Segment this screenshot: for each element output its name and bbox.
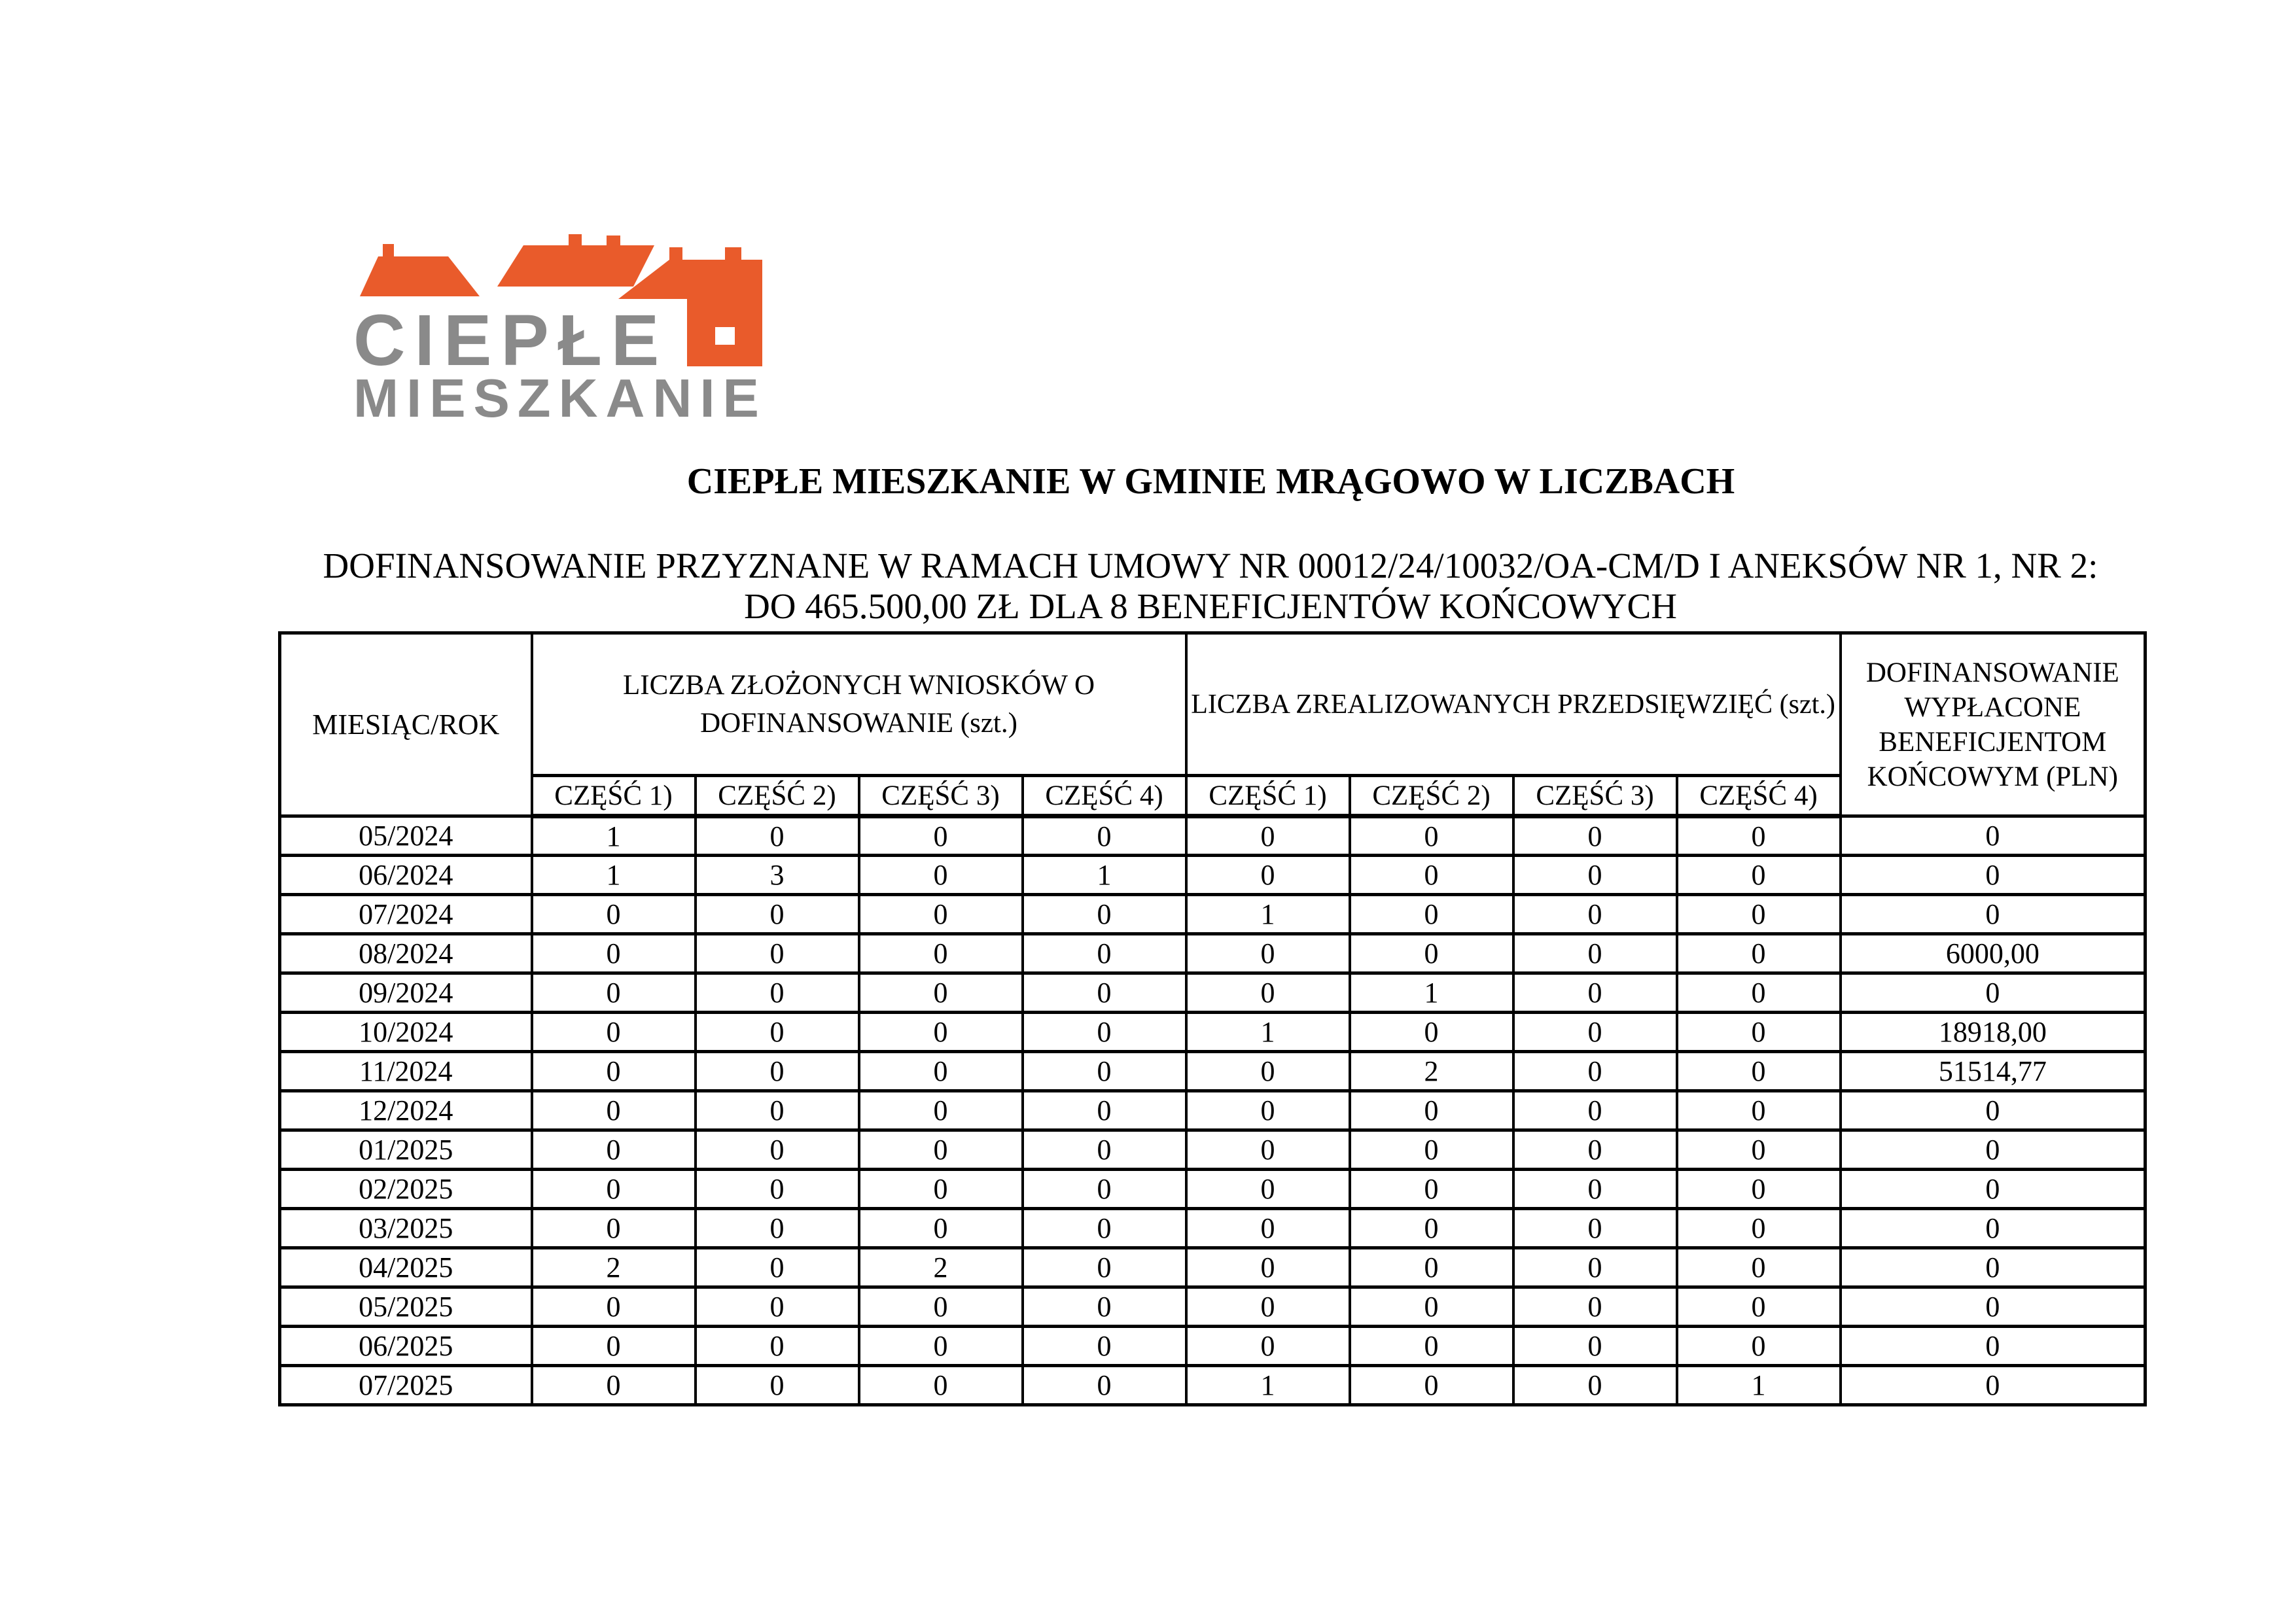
table-row [280, 1052, 2146, 1091]
count-value-cell: 0 [1513, 1052, 1677, 1091]
table-row [280, 1013, 2146, 1052]
col-header-month: MIESIĄC/ROK [280, 633, 532, 816]
count-value-cell: 0 [1186, 1091, 1350, 1130]
funding-value-cell: 0 [1841, 856, 2146, 895]
count-value-cell: 0 [1186, 1287, 1350, 1327]
col-subheader-czesc: CZĘŚĆ 1) [532, 776, 696, 816]
window-icon [715, 327, 735, 345]
group1-line2: DOFINANSOWANIE (szt.) [700, 707, 1017, 739]
count-value-cell: 0 [1677, 1327, 1841, 1366]
table-row [280, 1130, 2146, 1170]
count-value-cell: 0 [1513, 1327, 1677, 1366]
row-month-cell: 06/2024 [280, 856, 532, 895]
count-value-cell: 0 [1186, 973, 1350, 1013]
col-group-header-applications [532, 633, 1186, 776]
count-value-cell: 0 [859, 973, 1023, 1013]
table-row [280, 1248, 2146, 1287]
count-value-cell: 0 [1350, 934, 1513, 973]
count-value-cell: 0 [1186, 1052, 1350, 1091]
count-value-cell: 0 [1023, 1052, 1186, 1091]
count-value-cell: 0 [1513, 1170, 1677, 1209]
col-subheader-czesc: CZĘŚĆ 1) [1186, 776, 1350, 816]
logo-text-line2: MIESZKANIE [353, 368, 767, 428]
count-value-cell: 0 [1350, 1287, 1513, 1327]
count-value-cell: 0 [1023, 1327, 1186, 1366]
count-value-cell: 0 [1677, 1170, 1841, 1209]
count-value-cell: 0 [1023, 816, 1186, 856]
row-month-cell: 06/2025 [280, 1327, 532, 1366]
funding-value-cell: 0 [1841, 816, 2146, 856]
funding-value-cell: 0 [1841, 1209, 2146, 1248]
count-value-cell: 0 [1513, 816, 1677, 856]
count-value-cell: 0 [1023, 1013, 1186, 1052]
count-value-cell: 0 [1513, 1013, 1677, 1052]
group-header-row [280, 633, 2146, 776]
count-value-cell: 0 [696, 1130, 859, 1170]
count-value-cell: 1 [1186, 1013, 1350, 1052]
count-value-cell: 2 [532, 1248, 696, 1287]
table-row [280, 895, 2146, 934]
row-month-cell: 11/2024 [280, 1052, 532, 1091]
col-subheader-czesc: CZĘŚĆ 2) [1350, 776, 1513, 816]
count-value-cell: 0 [1023, 934, 1186, 973]
count-value-cell: 0 [532, 1052, 696, 1091]
count-value-cell: 0 [696, 1091, 859, 1130]
row-month-cell: 09/2024 [280, 973, 532, 1013]
row-month-cell: 03/2025 [280, 1209, 532, 1248]
count-value-cell: 0 [1350, 816, 1513, 856]
count-value-cell: 0 [1677, 973, 1841, 1013]
count-value-cell: 0 [696, 1248, 859, 1287]
row-month-cell: 04/2025 [280, 1248, 532, 1287]
count-value-cell: 0 [859, 1130, 1023, 1170]
row-month-cell: 01/2025 [280, 1130, 532, 1170]
count-value-cell: 0 [1023, 1170, 1186, 1209]
funding-value-cell: 0 [1841, 1130, 2146, 1170]
count-value-cell: 0 [1677, 1091, 1841, 1130]
col-subheader-czesc: CZĘŚĆ 2) [696, 776, 859, 816]
count-value-cell: 0 [859, 816, 1023, 856]
chimney-icon [383, 244, 394, 257]
count-value-cell: 0 [696, 1366, 859, 1405]
funding-summary-table [278, 631, 2147, 1406]
count-value-cell: 0 [859, 1209, 1023, 1248]
count-value-cell: 1 [532, 816, 696, 856]
count-value-cell: 0 [1186, 856, 1350, 895]
count-value-cell: 0 [1023, 1209, 1186, 1248]
count-value-cell: 0 [1677, 1287, 1841, 1327]
subtitle-line2: DO 465.500,00 ZŁ DLA 8 BENEFICJENTÓW KOŃCOWYCH [744, 586, 1677, 626]
roof-middle-icon [497, 245, 654, 287]
group1-line1: LICZBA ZŁOŻONYCH WNIOSKÓW O [623, 669, 1095, 701]
roof-left-icon [360, 256, 480, 296]
document-title: CIEPŁE MIESZKANIE W GMINIE MRĄGOWO W LICZBACH [686, 461, 1735, 502]
count-value-cell: 0 [696, 973, 859, 1013]
count-value-cell: 0 [1513, 1287, 1677, 1327]
funding-value-cell: 18918,00 [1841, 1013, 2146, 1052]
count-value-cell: 0 [696, 934, 859, 973]
funding-value-cell: 51514,77 [1841, 1052, 2146, 1091]
funding-value-cell: 0 [1841, 1366, 2146, 1405]
table-row [280, 973, 2146, 1013]
count-value-cell: 0 [532, 934, 696, 973]
count-value-cell: 0 [1350, 1170, 1513, 1209]
cieple-mieszkanie-logo [345, 230, 777, 430]
count-value-cell: 2 [1350, 1052, 1513, 1091]
chimney-icon [569, 234, 582, 246]
count-value-cell: 0 [1677, 1209, 1841, 1248]
count-value-cell: 0 [1186, 1209, 1350, 1248]
count-value-cell: 0 [532, 1287, 696, 1327]
count-value-cell: 0 [1186, 1170, 1350, 1209]
col-subheader-czesc: CZĘŚĆ 4) [1023, 776, 1186, 816]
count-value-cell: 0 [1513, 1130, 1677, 1170]
count-value-cell: 1 [1677, 1366, 1841, 1405]
count-value-cell: 0 [696, 1013, 859, 1052]
count-value-cell: 0 [696, 816, 859, 856]
row-month-cell: 05/2024 [280, 816, 532, 856]
count-value-cell: 0 [696, 1052, 859, 1091]
count-value-cell: 2 [859, 1248, 1023, 1287]
funding-value-cell: 0 [1841, 895, 2146, 934]
count-value-cell: 0 [1513, 895, 1677, 934]
count-value-cell: 0 [1677, 856, 1841, 895]
table-row [280, 1170, 2146, 1209]
count-value-cell: 0 [1677, 1248, 1841, 1287]
count-value-cell: 1 [1186, 895, 1350, 934]
funding-value-cell: 0 [1841, 1287, 2146, 1327]
count-value-cell: 0 [859, 1052, 1023, 1091]
count-value-cell: 0 [859, 1013, 1023, 1052]
count-value-cell: 0 [1350, 1209, 1513, 1248]
subtitle-line1: DOFINANSOWANIE PRZYZNANE W RAMACH UMOWY NR 00012/24/10032/OA-CM/D I ANEKSÓW NR 1, NR 2: [323, 546, 2098, 585]
col-header-funding-paid: DOFINANSOWANIE WYPŁACONE BENEFICJENTOM KOŃCOWYM (PLN) [1841, 633, 2146, 816]
count-value-cell: 0 [532, 1209, 696, 1248]
count-value-cell: 0 [1023, 1248, 1186, 1287]
funding-value-cell: 6000,00 [1841, 934, 2146, 973]
count-value-cell: 0 [1350, 1091, 1513, 1130]
funding-value-cell: 0 [1841, 1327, 2146, 1366]
count-value-cell: 0 [1677, 1130, 1841, 1170]
table-row [280, 1327, 2146, 1366]
count-value-cell: 3 [696, 856, 859, 895]
row-month-cell: 05/2025 [280, 1287, 532, 1327]
count-value-cell: 0 [1350, 895, 1513, 934]
count-value-cell: 0 [532, 1327, 696, 1366]
count-value-cell: 0 [1350, 1013, 1513, 1052]
count-value-cell: 0 [1186, 934, 1350, 973]
count-value-cell: 0 [1023, 1091, 1186, 1130]
table-row [280, 856, 2146, 895]
count-value-cell: 0 [1023, 895, 1186, 934]
count-value-cell: 0 [1023, 1287, 1186, 1327]
count-value-cell: 0 [532, 1366, 696, 1405]
count-value-cell: 0 [1513, 1366, 1677, 1405]
row-month-cell: 08/2024 [280, 934, 532, 973]
count-value-cell: 0 [1350, 1248, 1513, 1287]
count-value-cell: 0 [532, 1170, 696, 1209]
count-value-cell: 0 [696, 1170, 859, 1209]
count-value-cell: 0 [1677, 895, 1841, 934]
count-value-cell: 0 [1350, 1130, 1513, 1170]
chimney-icon [725, 247, 741, 260]
count-value-cell: 0 [859, 1170, 1023, 1209]
count-value-cell: 0 [532, 1091, 696, 1130]
count-value-cell: 0 [1186, 816, 1350, 856]
count-value-cell: 0 [1677, 1052, 1841, 1091]
count-value-cell: 0 [696, 1287, 859, 1327]
table-row [280, 1366, 2146, 1405]
count-value-cell: 0 [696, 895, 859, 934]
count-value-cell: 0 [1513, 1209, 1677, 1248]
row-month-cell: 07/2024 [280, 895, 532, 934]
funding-value-cell: 0 [1841, 973, 2146, 1013]
funding-value-cell: 0 [1841, 1170, 2146, 1209]
col-subheader-czesc: CZĘŚĆ 4) [1677, 776, 1841, 816]
col-subheader-czesc: CZĘŚĆ 3) [859, 776, 1023, 816]
count-value-cell: 0 [1677, 934, 1841, 973]
table-body [280, 816, 2146, 1405]
count-value-cell: 0 [1186, 1130, 1350, 1170]
count-value-cell: 1 [532, 856, 696, 895]
count-value-cell: 0 [532, 1013, 696, 1052]
count-value-cell: 0 [696, 1327, 859, 1366]
count-value-cell: 0 [859, 1366, 1023, 1405]
count-value-cell: 0 [859, 895, 1023, 934]
count-value-cell: 0 [859, 934, 1023, 973]
count-value-cell: 0 [1350, 856, 1513, 895]
table-row [280, 1091, 2146, 1130]
funding-value-cell: 0 [1841, 1248, 2146, 1287]
count-value-cell: 1 [1350, 973, 1513, 1013]
funding-value-cell: 0 [1841, 1091, 2146, 1130]
row-month-cell: 12/2024 [280, 1091, 532, 1130]
table-row [280, 1209, 2146, 1248]
count-value-cell: 0 [1350, 1327, 1513, 1366]
count-value-cell: 0 [859, 1327, 1023, 1366]
table-row [280, 816, 2146, 856]
col-subheader-czesc: CZĘŚĆ 3) [1513, 776, 1677, 816]
count-value-cell: 0 [1023, 1366, 1186, 1405]
count-value-cell: 0 [1513, 856, 1677, 895]
count-value-cell: 0 [1513, 1091, 1677, 1130]
count-value-cell: 0 [1186, 1248, 1350, 1287]
chimney-icon [669, 247, 682, 260]
count-value-cell: 0 [1513, 973, 1677, 1013]
count-value-cell: 0 [1186, 1327, 1350, 1366]
count-value-cell: 0 [1677, 816, 1841, 856]
count-value-cell: 0 [1023, 973, 1186, 1013]
count-value-cell: 0 [1513, 1248, 1677, 1287]
table-row [280, 934, 2146, 973]
count-value-cell: 0 [1677, 1013, 1841, 1052]
count-value-cell: 0 [859, 1091, 1023, 1130]
count-value-cell: 0 [1023, 1130, 1186, 1170]
logo-text-line1: CIEPŁE [353, 300, 669, 381]
count-value-cell: 0 [1513, 934, 1677, 973]
count-value-cell: 0 [859, 1287, 1023, 1327]
row-month-cell: 07/2025 [280, 1366, 532, 1405]
row-month-cell: 02/2025 [280, 1170, 532, 1209]
col-group-header-completed: LICZBA ZREALIZOWANYCH PRZEDSIĘWZIĘĆ (szt.) [1186, 633, 1841, 776]
document-subtitle [164, 546, 2257, 627]
count-value-cell: 0 [696, 1209, 859, 1248]
count-value-cell: 0 [859, 856, 1023, 895]
count-value-cell: 0 [1350, 1366, 1513, 1405]
count-value-cell: 0 [532, 895, 696, 934]
row-month-cell: 10/2024 [280, 1013, 532, 1052]
count-value-cell: 1 [1023, 856, 1186, 895]
count-value-cell: 0 [532, 1130, 696, 1170]
count-value-cell: 1 [1186, 1366, 1350, 1405]
count-value-cell: 0 [532, 973, 696, 1013]
chimney-icon [607, 236, 620, 246]
table-row [280, 1287, 2146, 1327]
